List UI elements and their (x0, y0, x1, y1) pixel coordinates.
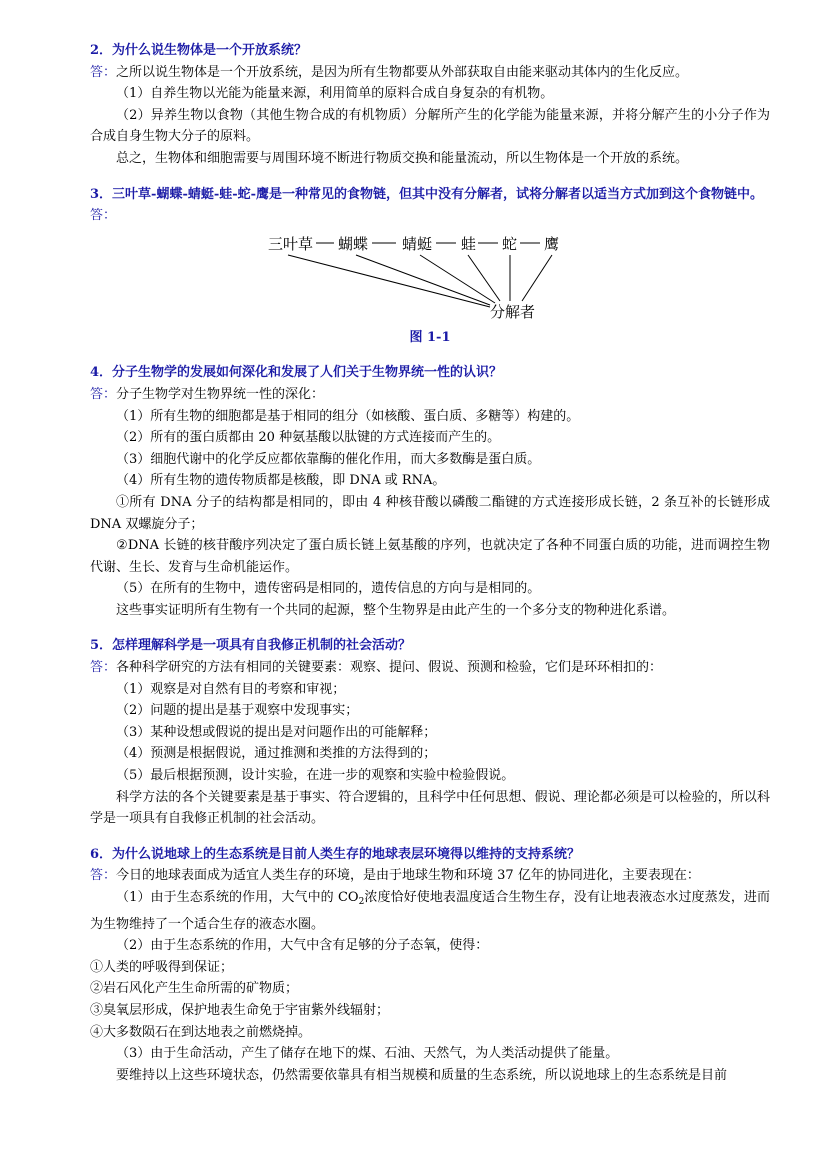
node-butterfly: 蝴蝶 (338, 234, 369, 253)
document-page (90, 40, 770, 1086)
paragraph: 科学方法的各个关键要素是基于事实、符合逻辑的，且科学中任何思想、假说、理论都必须是可以检验的，所以科学是一项具有自我修正机制的社会活动。 (90, 789, 770, 827)
food-chain-figure (90, 227, 770, 327)
node-hawk: 鹰 (544, 234, 560, 253)
question-4-title: 4．分子生物学的发展如何深化和发展了人们关于生物界统一性的认识？ (90, 365, 503, 381)
paragraph: （4）预测是根据假说，通过推测和类推的方法得到的； (116, 746, 437, 762)
paragraph: （3）由于生命活动，产生了储存在地下的煤、石油、天然气，为人类活动提供了能量。 (116, 1046, 619, 1062)
question-2-answer (90, 62, 770, 84)
paragraph: （3）细胞代谢中的化学反应都依靠酶的催化作用，而大多数酶是蛋白质。 (116, 451, 541, 467)
paragraph: ④大多数陨石在到达地表之前燃烧掉。 (90, 1024, 312, 1040)
paragraph-text: 浓度恰好使地表温度适合生物生存，没有让地表液态水过度蒸发，进而为生物维持了一个适合生存的液态水圈。 (90, 890, 770, 932)
answer-label: 答： (90, 386, 117, 402)
node-decomposer: 分解者 (490, 302, 536, 321)
paragraph: （2）所有的蛋白质都由 20 种氨基酸以肽键的方式连接而产生的。 (116, 430, 501, 446)
question-6-answer (90, 865, 770, 887)
paragraph: （2）问题的提出是基于观察中发现事实； (116, 703, 359, 719)
figure-caption: 图 1-1 (409, 329, 451, 345)
node-dragonfly: 蜻蜓 (402, 234, 433, 253)
paragraph: 总之，生物体和细胞需要与周围环境不断进行物质交换和能量流动，所以生物体是一个开放的系统。 (116, 150, 689, 166)
paragraph: （4）所有生物的遗传物质都是核酸，即 DNA 或 RNA。 (116, 473, 446, 489)
paragraph: （3）某种设想或假说的提出是对问题作出的可能解释； (116, 724, 437, 740)
food-chain-diagram (90, 227, 770, 327)
question-5-answer (90, 657, 770, 679)
paragraph: 要维持以上这些环境状态，仍然需要依靠具有相当规模和质量的生态系统，所以说地球上的生态系统是目前 (116, 1067, 728, 1083)
paragraph: （5）在所有的生物中，遗传密码是相同的，遗传信息的方向与是相同的。 (116, 581, 541, 597)
answer-label: 答： (90, 868, 117, 884)
paragraph: 这些事实证明所有生物有一个共同的起源，整个生物界是由此产生的一个多分支的物种进化系谱。 (116, 602, 676, 618)
question-3-answer (90, 205, 770, 227)
paragraph: （2）异养生物以食物（其他生物合成的有机物质）分解所产生的化学能为能量来源，并将分解产生的小分子作为合成自身生物大分子的原料。 (90, 107, 770, 145)
answer-label: 答： (90, 64, 117, 80)
question-5-title: 5．怎样理解科学是一项具有自我修正机制的社会活动？ (90, 638, 412, 654)
decomposer-links (288, 255, 552, 307)
paragraph: （1）自养生物以光能为能量来源，利用简单的原料合成自身复杂的有机物。 (116, 86, 554, 102)
answer-text: 今日的地球表面成为适宜人类生存的环境，是由于地球生物和环境 37 亿年的协同进化，主要表现在： (116, 868, 700, 884)
node-clover: 三叶草 (268, 234, 314, 253)
paragraph: ③臭氧层形成，保护地表生命免于宇宙紫外线辐射； (90, 1002, 390, 1018)
paragraph: （2）由于生态系统的作用，大气中含有足够的分子态氧，使得： (116, 938, 489, 954)
question-2-title: 2．为什么说生物体是一个开放系统？ (90, 43, 308, 58)
answer-text: 之所以说生物体是一个开放系统，是因为所有生物都要从外部获取自由能来驱动其体内的生化反应。 (116, 64, 689, 80)
question-3-title: 3．三叶草-蝴蝶-蜻蜓-蛙-蛇-鹰是一种常见的食物链，但其中没有分解者，试将分解者以适当方式加到这个食物链中。 (90, 186, 764, 202)
answer-text: 分子生物学对生物界统一性的深化： (116, 386, 325, 402)
question-6-title: 6．为什么说地球上的生态系统是目前人类生存的地球表层环境得以维持的支持系统？ (90, 846, 581, 862)
paragraph-text: （1）由于生态系统的作用，大气中的 CO (116, 890, 359, 905)
paragraph: （1）观察是对自然有目的考察和审视； (116, 681, 346, 697)
question-4-answer (90, 384, 770, 406)
subscript: 2 (358, 897, 365, 907)
paragraph: ①所有 DNA 分子的结构都是相同的，即由 4 种核苷酸以磷酸二酯键的方式连接形成长链，2 条互补的长链形成 DNA 双螺旋分子； (90, 494, 770, 532)
paragraph: （1）所有生物的细胞都是基于相同的组分（如核酸、蛋白质、多糖等）构建的。 (116, 408, 580, 424)
answer-label: 答： (90, 208, 117, 224)
node-snake: 蛇 (502, 234, 518, 253)
paragraph: ②岩石风化产生生命所需的矿物质； (90, 981, 299, 997)
paragraph: ①人类的呼吸得到保证； (90, 959, 234, 975)
node-frog: 蛙 (461, 234, 477, 253)
paragraph: ②DNA 长链的核苷酸序列决定了蛋白质长链上氨基酸的序列，也就决定了各种不同蛋白质的功能，进而调控生物代谢、生长、发育与生命机能运作。 (90, 538, 770, 575)
paragraph (90, 887, 770, 935)
answer-text: 各种科学研究的方法有相同的关键要素：观察、提问、假说、预测和检验，它们是环环相扣的： (116, 660, 663, 676)
answer-label: 答： (90, 660, 117, 676)
paragraph: （5）最后根据预测，设计实验，在进一步的观察和实验中检验假说。 (116, 768, 515, 784)
